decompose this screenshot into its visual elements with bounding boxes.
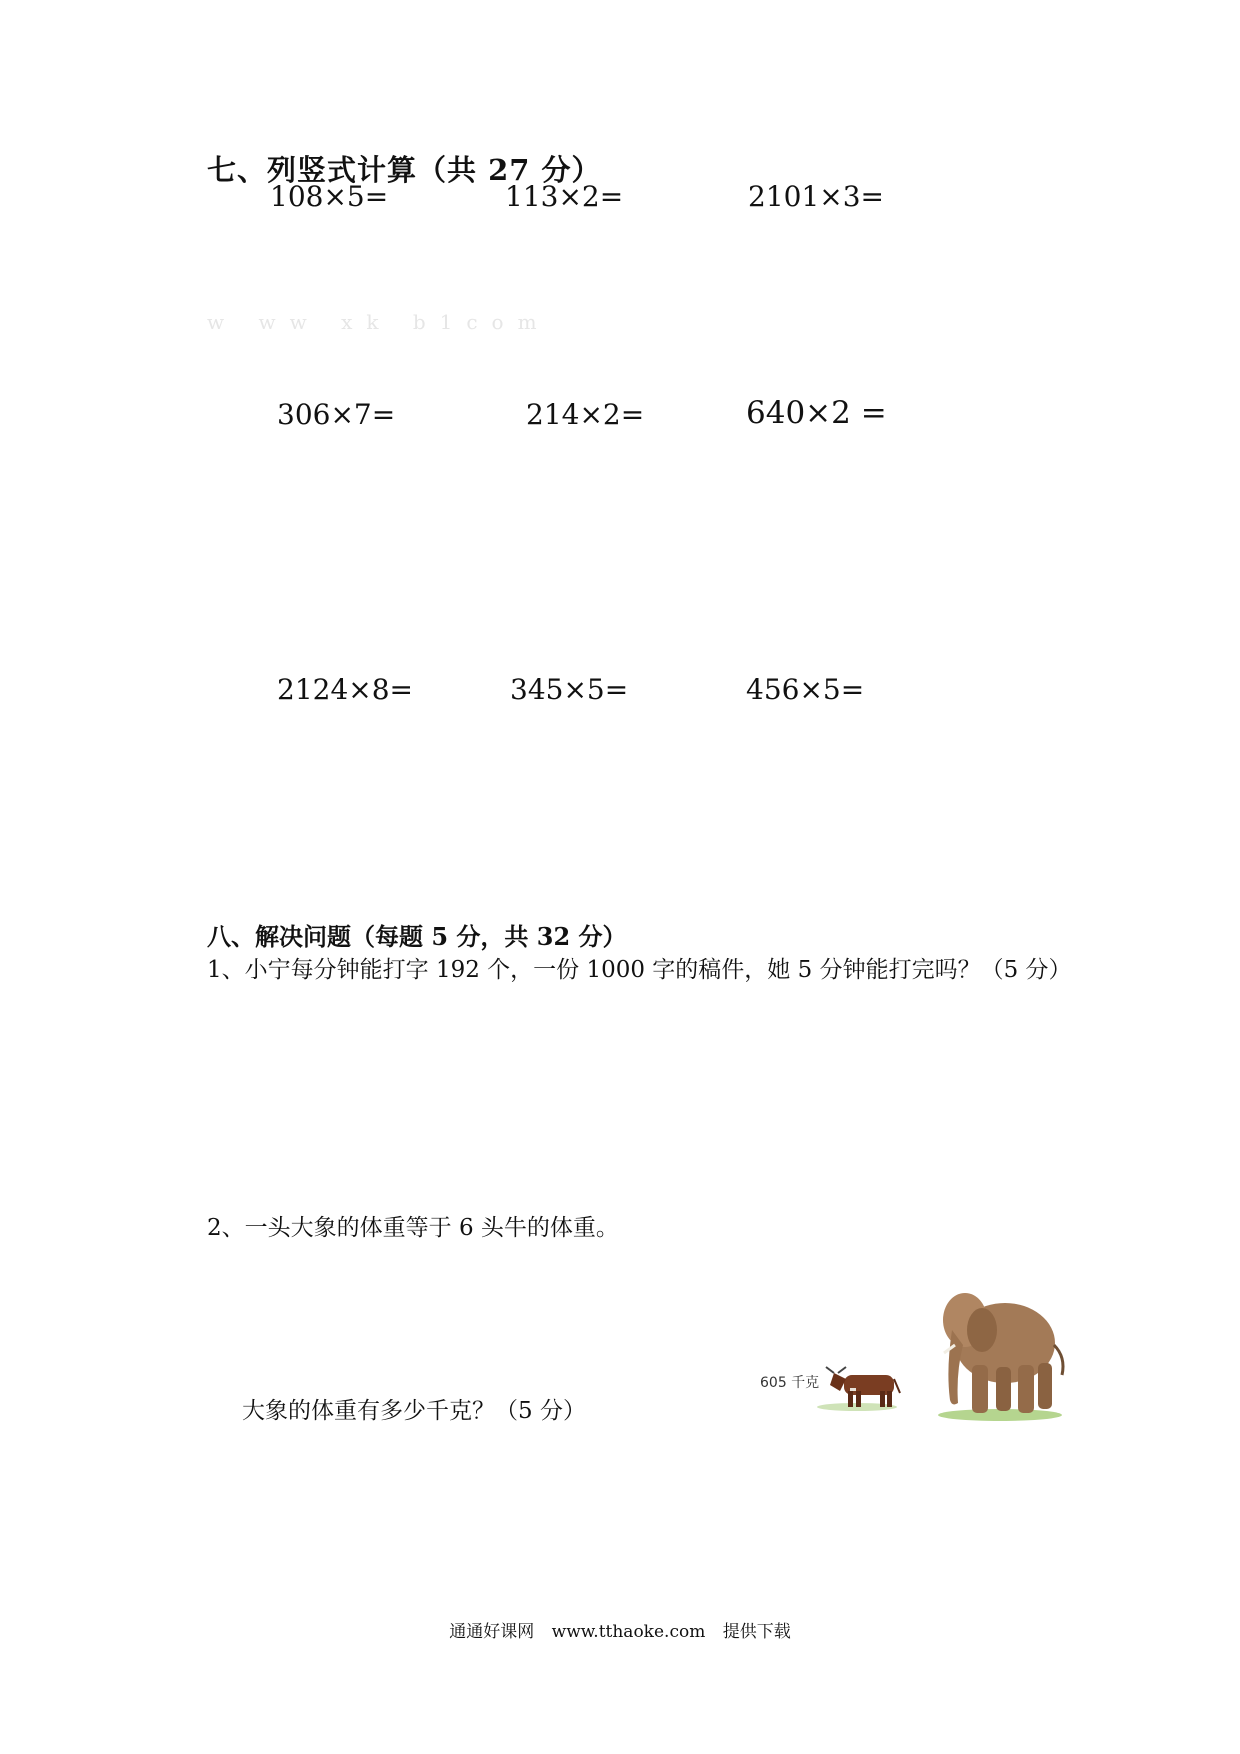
cow-elephant-illustration <box>760 1275 1090 1425</box>
watermark-text: w ww xk b1com <box>207 310 551 334</box>
cow-weight-label: 605 千克 <box>760 1375 820 1391</box>
question-1: 1、小宁每分钟能打字 192 个，一份 1000 字的稿件，她 5 分钟能打完吗？（5 分） <box>207 957 1072 983</box>
calc-problem-6: 640×2 = <box>746 395 887 431</box>
section7-heading: 七、列竖式计算（共 27 分） <box>207 153 602 187</box>
elephant-illustration <box>938 1293 1063 1421</box>
question-2-sub: 大象的体重有多少千克？（5 分） <box>242 1398 586 1424</box>
cow-illustration <box>817 1367 900 1411</box>
footer-site-name: 通通好课网 <box>449 1622 535 1642</box>
footer-suffix: 提供下载 <box>722 1622 791 1642</box>
calc-problem-8: 345×5= <box>510 673 629 706</box>
calc-problem-9: 456×5= <box>746 673 865 706</box>
question-2: 2、一头大象的体重等于 6 头牛的体重。 <box>207 1215 619 1241</box>
calc-problem-1: 108×5= <box>270 180 389 213</box>
calc-problem-7: 2124×8= <box>277 673 413 706</box>
calc-problem-4: 306×7= <box>277 398 396 431</box>
footer-url[interactable]: www.tthaoke.com <box>551 1622 706 1642</box>
calc-problem-3: 2101×3= <box>748 180 884 213</box>
calc-problem-5: 214×2= <box>526 398 645 431</box>
section8-heading: 八、解决问题（每题 5 分，共 32 分） <box>207 922 627 951</box>
calc-problem-2: 113×2= <box>505 180 624 213</box>
footer <box>0 1617 1240 1642</box>
